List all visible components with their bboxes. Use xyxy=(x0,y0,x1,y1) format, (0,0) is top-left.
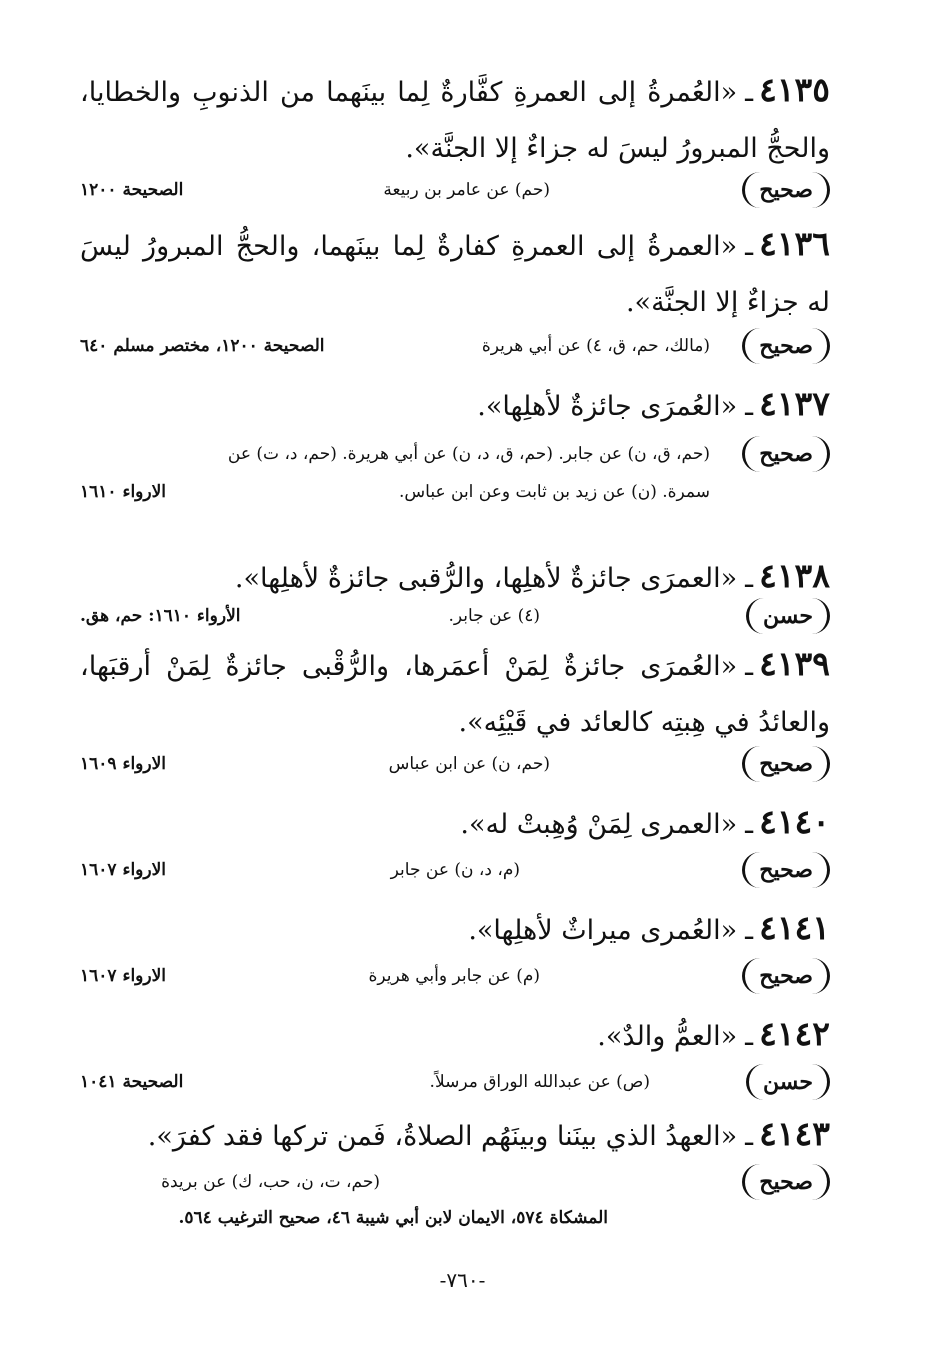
book-references: الارواء ١٦٠٧ xyxy=(80,966,167,986)
source-text-continued: سمرة. (ن) عن زيد بن ثابت وعن ابن عباس. xyxy=(399,482,710,502)
hadith-text xyxy=(80,62,830,177)
book-references: الأرواء ١٦١٠: حم، هق. xyxy=(80,606,241,626)
hadith-number: ٤١٤١ xyxy=(759,908,830,947)
source-text: (٤) عن جابر. xyxy=(448,606,540,626)
hadith-number: ٤١٣٩ xyxy=(759,644,830,683)
reference-line xyxy=(80,172,830,212)
grade-badge: صحيح xyxy=(742,1164,830,1200)
hadith-number: ٤١٣٦ xyxy=(759,224,830,263)
hadith-body: «العهدُ الذي بينَنا وبينَهُم الصلاةُ، فَمن تركها فقد كفرَ». xyxy=(147,1121,738,1152)
source-text: (حم، ق، ن) عن جابر. (حم، ق، د، ن) عن أبي هريرة. (حم، د، ت) عن xyxy=(227,444,710,464)
grade-badge: صحيح xyxy=(742,746,830,782)
hadith-text xyxy=(80,794,830,853)
source-text: (ص) عن عبدالله الوراق مرسلاً. xyxy=(429,1072,650,1092)
hadith-body: «العُمرى ميراثٌ لأهلِها». xyxy=(468,915,738,946)
reference-line xyxy=(80,436,830,476)
hadith-number: ٤١٣٧ xyxy=(759,384,830,423)
reference-line xyxy=(80,746,830,786)
book-references: الصحيحة ١٠٤١ xyxy=(80,1072,184,1092)
source-text: (حم، ن) عن ابن عباس xyxy=(388,754,550,774)
dash: ـ xyxy=(745,563,754,594)
dash: ـ xyxy=(745,809,754,840)
hadith-text xyxy=(80,1106,830,1165)
dash: ـ xyxy=(745,1021,754,1052)
reference-line xyxy=(80,1164,830,1204)
grade-badge: صحيح xyxy=(742,958,830,994)
hadith-body: «العُمرَى جائزةٌ لِمَنْ أعمَرها، والرُّقْبى جائزةٌ لِمَنْ أرقبَها، والعائدُ في هِبتِه كالعائد في قَيْئِه». xyxy=(80,651,830,738)
source-text: (م، د، ن) عن جابر xyxy=(390,860,520,880)
hadith-body: «العمُّ والدٌ». xyxy=(597,1021,738,1052)
hadith-text xyxy=(80,1006,830,1065)
dash: ـ xyxy=(745,1121,754,1152)
source-text: (حم) عن عامر بن ربيعة xyxy=(383,180,550,200)
hadith-text xyxy=(80,636,830,751)
hadith-text xyxy=(80,900,830,959)
hadith-number: ٤١٤٠ xyxy=(759,802,830,841)
source-text: (م) عن جابر وأبي هريرة xyxy=(368,966,540,986)
reference-line xyxy=(80,958,830,998)
reference-line-continued xyxy=(80,478,830,518)
reference-line xyxy=(80,1064,830,1104)
hadith-body: «العمرَى جائزةٌ لأهلِها، والرُّقبى جائزةٌ لأهلِها». xyxy=(234,563,738,594)
grade-badge: صحيح xyxy=(742,436,830,472)
hadith-number: ٤١٤٢ xyxy=(759,1014,830,1053)
reference-line xyxy=(80,598,830,638)
dash: ـ xyxy=(745,651,754,682)
hadith-text xyxy=(80,216,830,331)
grade-badge: صحيح xyxy=(742,172,830,208)
hadith-body: «العمرةُ إلى العمرةِ كفارةٌ لِما بينَهما، والحجُّ المبرورُ ليسَ له جزاءٌ إلا الجنَّة». xyxy=(80,231,830,318)
grade-badge: صحيح xyxy=(742,328,830,364)
source-text: (حم، ت، ن، حب، ك) عن بريدة xyxy=(161,1172,380,1192)
book-references: الارواء ١٦٠٩ xyxy=(80,754,167,774)
reference-line xyxy=(80,328,830,368)
dash: ـ xyxy=(745,77,754,108)
book-references: الارواء ١٦٠٧ xyxy=(80,860,167,880)
grade-badge: حسن xyxy=(746,1064,830,1100)
book-references: الارواء ١٦١٠ xyxy=(80,482,167,502)
hadith-text xyxy=(80,376,830,435)
grade-badge: صحيح xyxy=(742,852,830,888)
hadith-body: «العُمرَى جائزةٌ لأهلِها». xyxy=(477,391,738,422)
dash: ـ xyxy=(745,231,754,262)
reference-line-continued xyxy=(80,1204,830,1244)
dash: ـ xyxy=(745,391,754,422)
grade-badge: حسن xyxy=(746,598,830,634)
book-references: الصحيحة ١٢٠٠، مختصر مسلم ٦٤٠ xyxy=(80,336,325,356)
hadith-number: ٤١٣٥ xyxy=(759,70,830,109)
hadith-body: «العُمرةُ إلى العمرةِ كفَّارةٌ لِما بينَهما من الذنوبِ والخطايا، والحجُّ المبرورُ ليسَ له جزاءٌ إلا الجنَّة». xyxy=(80,77,830,164)
hadith-number: ٤١٤٣ xyxy=(759,1114,830,1153)
source-text: (مالك، حم، ق، ٤) عن أبي هريرة xyxy=(481,336,710,356)
page-number: -٧٦٠- xyxy=(439,1268,486,1292)
dash: ـ xyxy=(745,915,754,946)
hadith-body: «العمرى لِمَنْ وُهِبتْ له». xyxy=(460,809,738,840)
reference-line xyxy=(80,852,830,892)
hadith-number: ٤١٣٨ xyxy=(759,556,830,595)
book-references: المشكاة ٥٧٤، الايمان لابن أبي شيبة ٤٦، صحيح الترغيب ٥٦٤. xyxy=(178,1208,608,1228)
book-references: الصحيحة ١٢٠٠ xyxy=(80,180,184,200)
